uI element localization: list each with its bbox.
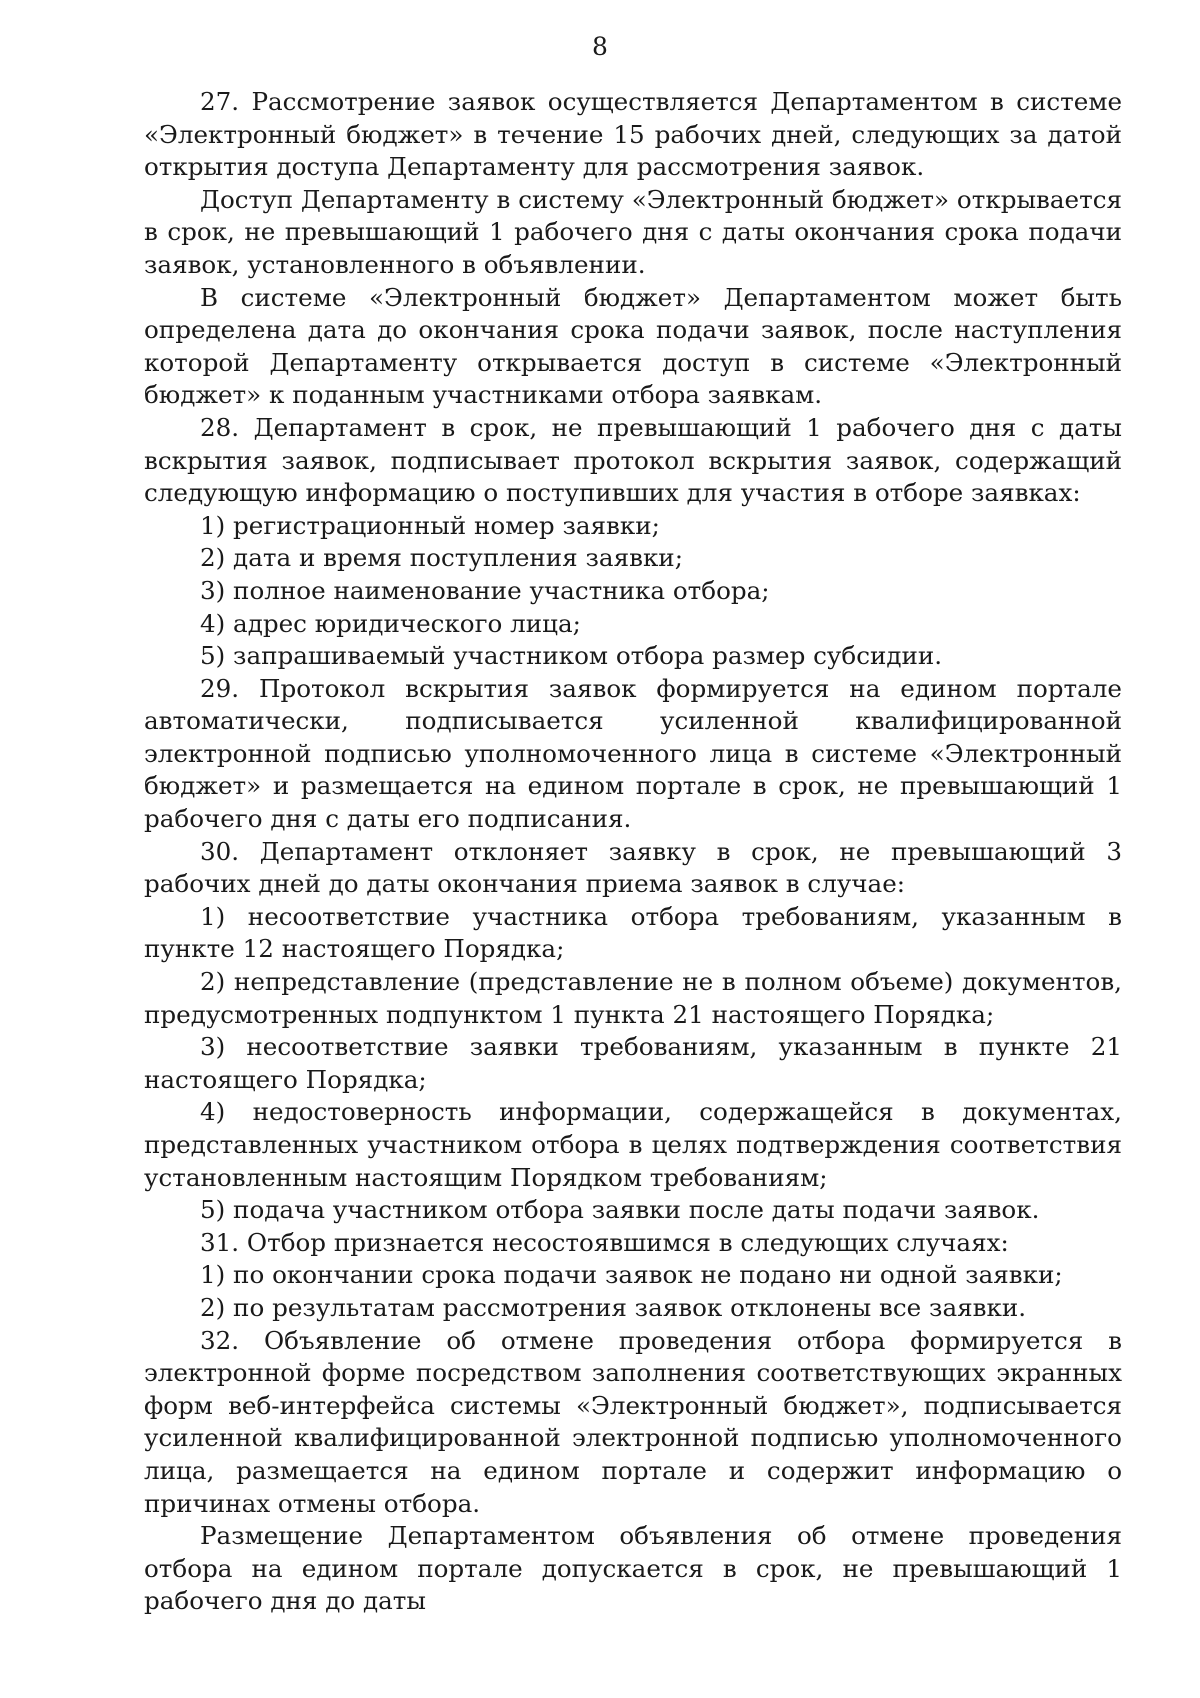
- list-item: 3) несоответствие заявки требованиям, указанным в пункте 21 настоящего Порядка;: [144, 1032, 1122, 1094]
- page-number: 8: [592, 32, 608, 61]
- paragraph: В системе «Электронный бюджет» Департаментом может быть определена дата до окончания срока подачи заявок, после наступления которой Департаменту открывается доступ в системе «Электронный бюджет» к поданным участниками отбора заявкам.: [144, 282, 1122, 410]
- list-item: 4) адрес юридического лица;: [200, 608, 581, 638]
- paragraph: 31. Отбор признается несостоявшимся в следующих случаях:: [200, 1227, 1009, 1257]
- paragraph: Доступ Департаменту в систему «Электронный бюджет» открывается в срок, не превышающий 1 рабочего дня с даты окончания срока подачи заявок, установленного в объявлении.: [144, 184, 1122, 279]
- list-item: 2) непредставление (представление не в полном объеме) документов, предусмотренных подпунктом 1 пункта 21 настоящего Порядка;: [144, 967, 1122, 1029]
- list-item: 5) запрашиваемый участником отбора размер субсидии.: [200, 641, 943, 671]
- paragraph: Размещение Департаментом объявления об отмене проведения отбора на едином портале допускается в срок, не превышающий 1 рабочего дня до даты: [144, 1521, 1122, 1616]
- list-item: 3) полное наименование участника отбора;: [200, 575, 770, 605]
- document-body: [144, 86, 1122, 1618]
- list-item: 1) регистрационный номер заявки;: [200, 510, 660, 540]
- list-item: 5) подача участником отбора заявки после даты подачи заявок.: [200, 1195, 1040, 1225]
- paragraph: 32. Объявление об отмене проведения отбора формируется в электронной форме посредством заполнения соответствующих экранных форм веб-интерфейса системы «Электронный бюджет», подписывается усиленной квалифицированной электронной подписью уполномоченного лица, размещается на едином портале и содержит информацию о причинах отмены отбора.: [144, 1325, 1122, 1518]
- paragraph: 29. Протокол вскрытия заявок формируется на едином портале автоматически, подписывается усиленной квалифицированной электронной подписью уполномоченного лица в системе «Электронный бюджет» и размещается на едином портале в срок, не превышающий 1 рабочего дня с даты его подписания.: [144, 673, 1122, 834]
- list-item: 2) по результатам рассмотрения заявок отклонены все заявки.: [200, 1292, 1027, 1322]
- list-item: 1) по окончании срока подачи заявок не подано ни одной заявки;: [200, 1260, 1063, 1290]
- list-item: 4) недостоверность информации, содержащейся в документах, представленных участником отбора в целях подтверждения соответствия установленным настоящим Порядком требованиям;: [144, 1097, 1122, 1192]
- list-item: 1) несоответствие участника отбора требованиям, указанным в пункте 12 настоящего Порядка;: [144, 901, 1122, 964]
- paragraph: 30. Департамент отклоняет заявку в срок, не превышающий 3 рабочих дней до даты окончания приема заявок в случае:: [144, 836, 1122, 899]
- paragraph: 27. Рассмотрение заявок осуществляется Департаментом в системе «Электронный бюджет» в течение 15 рабочих дней, следующих за датой открытия доступа Департаменту для рассмотрения заявок.: [144, 87, 1122, 182]
- list-item: 2) дата и время поступления заявки;: [200, 543, 683, 573]
- paragraph: 28. Департамент в срок, не превышающий 1 рабочего дня с даты вскрытия заявок, подписывает протокол вскрытия заявок, содержащий следующую информацию о поступивших для участия в отборе заявках:: [144, 412, 1122, 508]
